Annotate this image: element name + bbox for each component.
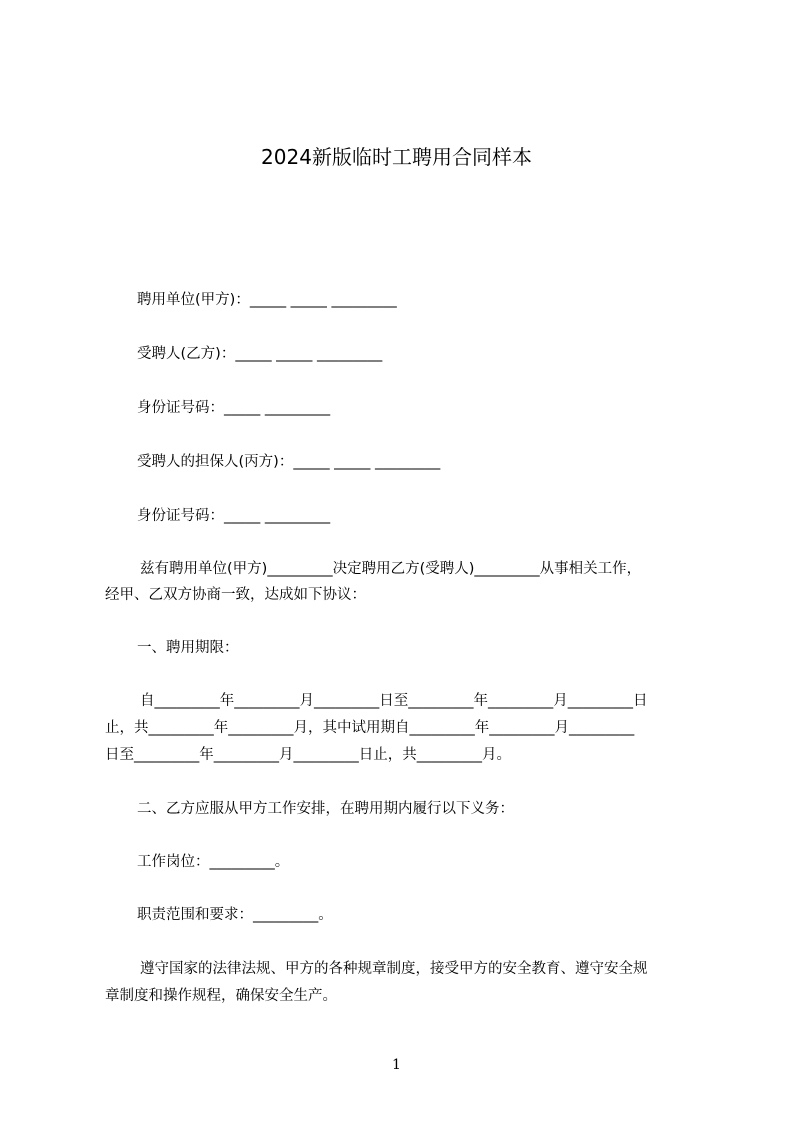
guarantor-id-line: 身份证号码：_____ _________ bbox=[137, 508, 331, 524]
safety-paragraph-line-1: 遵守国家的法律法规、甲方的各种规章制度，接受甲方的安全教育、遵守安全规 bbox=[140, 961, 648, 977]
intro-paragraph-line-1: 兹有聘用单位(甲方)_________决定聘用乙方(受聘人)_________从事相关工作， bbox=[140, 561, 642, 577]
term-line-2: 止，共_________年_________月，其中试用期自_________年_________月_________ bbox=[105, 720, 635, 736]
section-2-heading: 二、乙方应服从甲方工作安排，在聘用期内履行以下义务： bbox=[137, 801, 514, 817]
section-1-heading: 一、聘用期限： bbox=[137, 640, 239, 656]
guarantor-line: 受聘人的担保人(丙方)：_____ _____ _________ bbox=[137, 454, 441, 470]
term-line-1: 自_________年_________月_________日至_________年_________月_________日 bbox=[140, 693, 648, 709]
job-position-line: 工作岗位：_________。 bbox=[137, 854, 290, 870]
intro-paragraph-line-2: 经甲、乙双方协商一致，达成如下协议： bbox=[105, 587, 366, 603]
responsibilities-line: 职责范围和要求：_________。 bbox=[137, 907, 333, 923]
safety-paragraph-line-2: 章制度和操作规程，确保安全生产。 bbox=[105, 988, 337, 1004]
document-title: 2024新版临时工聘用合同样本 bbox=[261, 145, 532, 169]
employer-line: 聘用单位(甲方)：_____ _____ _________ bbox=[137, 292, 397, 308]
employee-line: 受聘人(乙方)：_____ _____ _________ bbox=[137, 346, 383, 362]
term-line-3: 日至_________年_________月_________日止，共_________月。 bbox=[105, 747, 511, 763]
employee-id-line: 身份证号码：_____ _________ bbox=[137, 400, 331, 416]
page-number: 1 bbox=[392, 1057, 401, 1073]
